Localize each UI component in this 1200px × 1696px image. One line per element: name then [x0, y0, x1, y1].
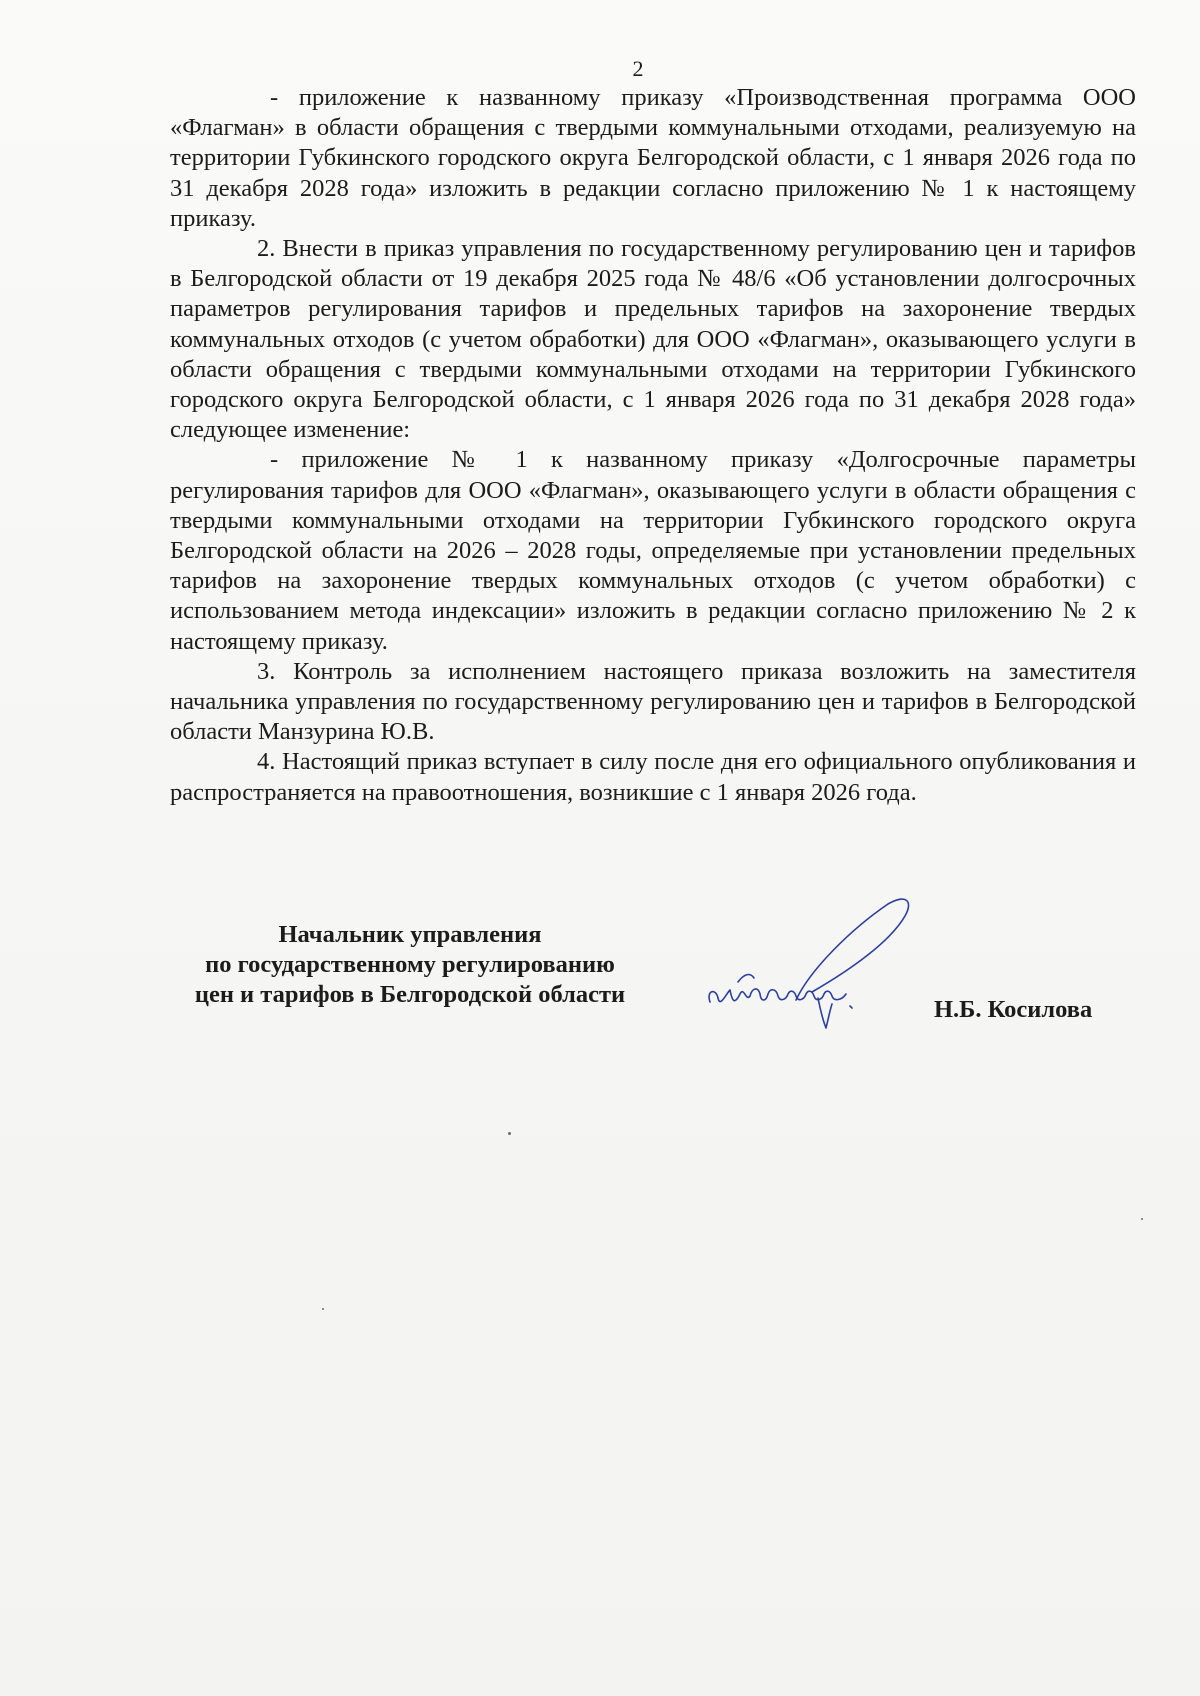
signatory-position-line-2: по государственному регулированию: [205, 951, 615, 978]
signatory-position: [160, 920, 660, 1010]
signatory-position-line-3: цен и тарифов в Белгородской области: [194, 981, 626, 1008]
paragraph-3-control: 3. Контроль за исполнением настоящего приказа возложить на заместителя начальника управления по государственному регулированию цен и тарифов в Белгородской области Манзурина Ю.В.: [170, 657, 1136, 746]
scan-speck: [1141, 1218, 1143, 1220]
signatory-position-line-1: Начальник управления: [278, 921, 542, 948]
signer-name: Н.Б. Косилова: [934, 996, 1093, 1023]
page-number: 2: [632, 56, 644, 81]
scan-speck: [508, 1132, 511, 1135]
handwritten-signature: [700, 890, 1000, 1050]
paragraph-4-effective-date: 4. Настоящий приказ вступает в силу после дня его официального опубликования и распространяется на правоотношения, возникшие с 1 января 2026 года.: [170, 748, 1136, 806]
paragraph-2-amend-order: 2. Внести в приказ управления по государственному регулированию цен и тарифов в Белгородской области от 19 декабря 2025 года № 48/6 «Об установлении долгосрочных параметров регулирования тарифов и предельных тарифов на захоронение твердых коммунальных отходов (с учетом обработки) для ООО «Флагман», оказывающего услуги в области обращения с твердыми коммунальными отходами на территории Губкинского городского округа Белгородской области, с 1 января 2026 года по 31 декабря 2028 года» следующее изменение:: [170, 235, 1136, 444]
document-body: [170, 83, 1136, 808]
paragraph-appendix-2-amendment: - приложение № 1 к названному приказу «Долгосрочные параметры регулирования тарифов для ООО «Флагман», оказывающего услуги в области обращения с твердыми коммунальными отходами на территории Губкинского городского округа Белгородской области на 2026 – 2028 годы, определяемые при установлении предельных тарифов на захоронение твердых коммунальных отходов (с учетом обработки) с использованием метода индексации» изложить в редакции согласно приложению № 2 к настоящему приказу.: [170, 446, 1136, 655]
scan-speck: [322, 1308, 324, 1310]
paragraph-appendix-1-amendment: - приложение к названному приказу «Производственная программа ООО «Флагман» в области обращения с твердыми коммунальными отходами, реализуемую на территории Губкинского городского округа Белгородской области, с 1 января 2026 года по 31 декабря 2028 года» изложить в редакции согласно приложению № 1 к настоящему приказу.: [170, 84, 1136, 232]
